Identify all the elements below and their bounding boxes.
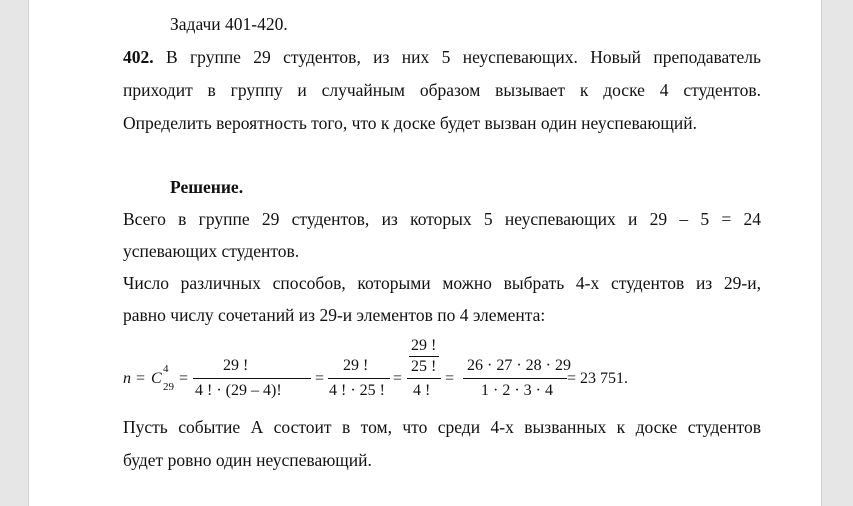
formula-result: = 23 751. [567,370,629,387]
solution-heading: Решение. [170,177,244,197]
fraction-2-denominator: 4 ! · 25 ! [329,382,385,399]
problem-line-3: Определить вероятность того, что к доске будет вызван один неуспевающий. [123,113,697,133]
solution-p3-line-1: Пусть событие А состоит в том, что среди 4-х вызванных к доске студентов [123,417,761,437]
formula-eq-3: = [315,370,325,387]
fraction-4-numerator: 26 · 27 · 28 · 29 [467,357,571,374]
fraction-3-top: 29 ! [411,337,437,354]
fraction-3-middle: 25 ! [411,358,437,375]
formula-eq-5: = [445,370,455,387]
section-title: Задачи 401-420. [170,14,288,34]
solution-p1-line-1: Всего в группе 29 студентов, из которых 5 неуспевающих и 29 – 5 = 24 [123,209,761,229]
combination-formula [121,332,629,412]
formula-eq-2: = [179,370,189,387]
fraction-4-bar [463,378,567,379]
solution-p2-line-2: равно числу сочетаний из 29-и элементов по 4 элемента: [123,305,546,325]
solution-p2-line-1: Число различных способов, которыми можно выбрать 4-х студентов из 29-и, [123,273,761,293]
formula-eq-4: = [393,370,403,387]
formula-c-sup: 4 [163,363,169,375]
fraction-2-numerator: 29 ! [343,357,369,374]
fraction-3-inner-bar [409,356,439,357]
fraction-3-bar [407,378,441,379]
problem-number: 402. [123,47,154,67]
fraction-1-denominator: 4 ! · (29 – 4)! [195,382,282,399]
fraction-3-denominator: 4 ! [413,382,431,399]
formula-c: C [151,370,162,387]
solution-p3-line-2: будет ровно один неуспевающий. [123,450,372,470]
formula-c-sub: 29 [163,381,174,393]
formula-eq-1: = [136,370,146,387]
fraction-1-numerator: 29 ! [223,357,249,374]
problem-text-1: В группе 29 студентов, из них 5 неуспевающих. Новый преподаватель [165,47,762,67]
problem-line-2: приходит в группу и случайным образом вызывает к доске 4 студентов. [123,80,761,100]
solution-p1-line-2: успевающих студентов. [123,241,300,261]
fraction-2-bar [328,378,390,379]
fraction-1-bar [193,378,311,379]
formula-n: n [123,370,131,387]
document-page [28,0,822,506]
fraction-4-denominator: 1 · 2 · 3 · 4 [481,382,553,399]
problem-line-1 [123,47,761,67]
